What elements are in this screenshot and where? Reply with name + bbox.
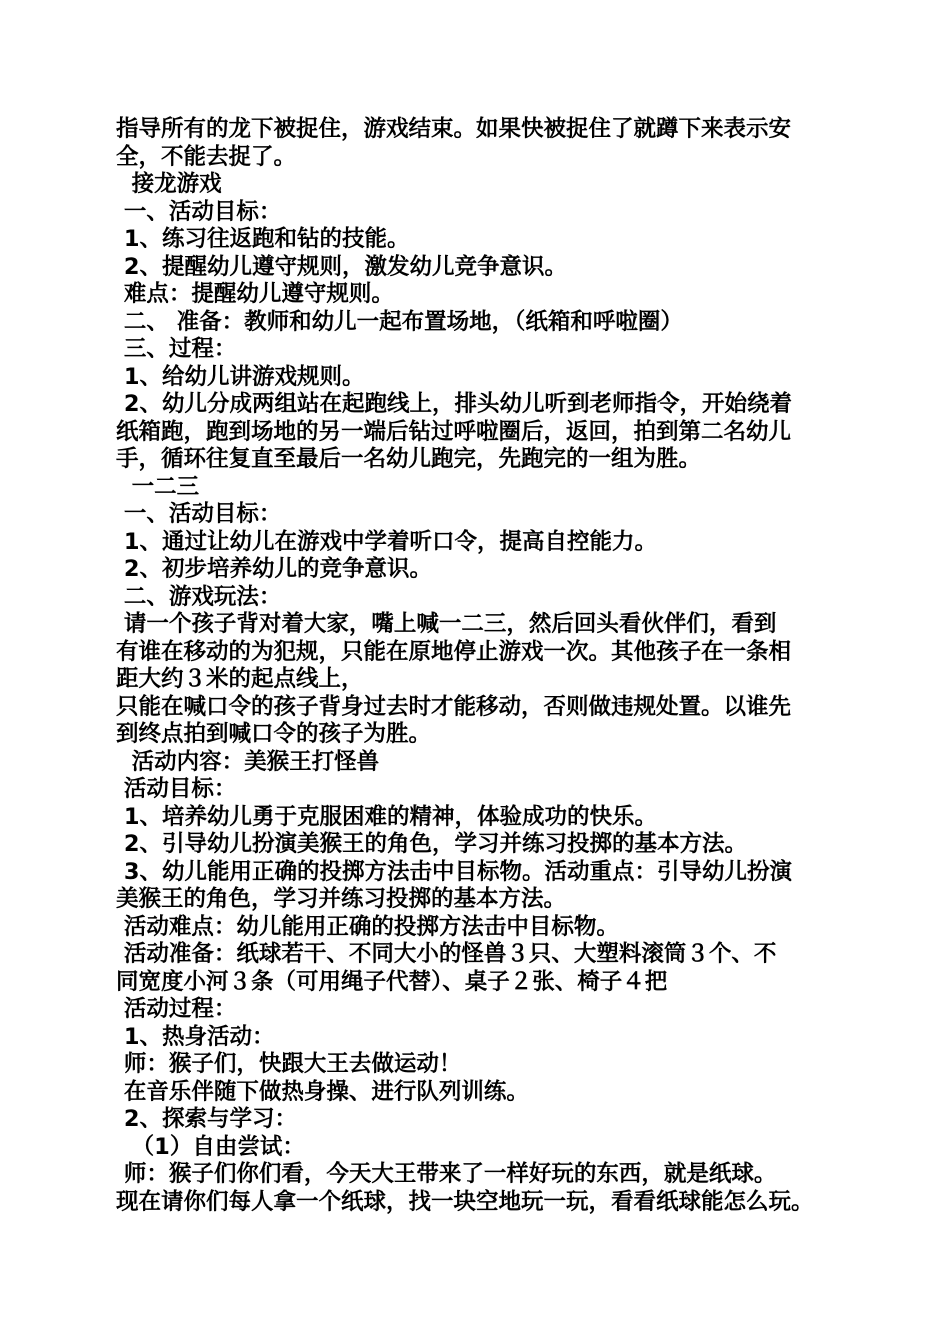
text-line: 活动过程：: [116, 996, 237, 1022]
text-line: 活动准备：纸球若干、不同大小的怪兽３只、大塑料滚筒３个、不: [116, 941, 777, 967]
text-line: 二、 准备：教师和幼儿一起布置场地，（纸箱和呼啦圈）: [116, 308, 683, 335]
text-line: 只能在喊口令的孩子背身过去时才能移动，否则做违规处置。以谁先: [116, 693, 792, 720]
text-line: 全，不能去捉了。: [116, 143, 297, 170]
text-line: 1、练习往返跑和钻的技能。: [116, 226, 410, 252]
text-line: 1、给幼儿讲游戏规则。: [116, 363, 365, 390]
text-line: 有谁在移动的为犯规，只能在原地停止游戏一次。其他孩子在一条相: [116, 638, 792, 665]
text-line: 指导所有的龙下被捉住，游戏结束。如果快被捉住了就蹲下来表示安: [116, 116, 792, 142]
text-line: 1、热身活动：: [116, 1023, 275, 1050]
text-line: 2、引导幼儿扮演美猴王的角色，学习并练习投掷的基本方法。: [116, 831, 747, 857]
section-heading: 接龙游戏: [116, 171, 222, 197]
text-line: 三、过程：: [116, 336, 237, 362]
text-line: 1、通过让幼儿在游戏中学着听口令，提高自控能力。: [116, 528, 657, 555]
text-line: 难点：提醒幼儿遵守规则。: [116, 281, 394, 307]
text-line: 距大约３米的起点线上，: [116, 666, 364, 692]
text-line: （1）自由尝试：: [116, 1133, 305, 1160]
section-heading: 活动内容：美猴王打怪兽: [116, 748, 380, 775]
text-line: 师：猴子们你们看，今天大王带来了一样好玩的东西，就是纸球。: [116, 1161, 777, 1187]
text-line: 在音乐伴随下做热身操、进行队列训练。: [116, 1078, 529, 1105]
text-line: 美猴王的角色，学习并练习投掷的基本方法。: [116, 886, 567, 912]
text-line: 2、幼儿分成两组站在起跑线上，排头幼儿听到老师指令，开始绕着: [116, 391, 792, 417]
text-line: 1、培养幼儿勇于克服困难的精神，体验成功的快乐。: [116, 803, 657, 830]
document-body: [116, 116, 856, 1216]
text-line: 二、游戏玩法：: [116, 583, 282, 610]
text-line: 请一个孩子背对着大家，嘴上喊一二三，然后回头看伙伴们，看到: [116, 611, 777, 637]
text-line: 一、活动目标：: [116, 198, 282, 225]
text-line: 2、提醒幼儿遵守规则，激发幼儿竞争意识。: [116, 253, 567, 280]
text-line: 2、初步培养幼儿的竞争意识。: [116, 556, 432, 582]
text-line: 一、活动目标：: [116, 501, 282, 527]
text-line: 手，循环往复直至最后一名幼儿跑完，先跑完的一组为胜。: [116, 446, 702, 472]
section-heading: 一二三: [116, 473, 200, 500]
text-line: 活动目标：: [116, 776, 237, 802]
text-line: 2、探索与学习：: [116, 1106, 297, 1132]
text-line: 活动难点：幼儿能用正确的投掷方法击中目标物。: [116, 913, 619, 940]
text-line: 同宽度小河３条（可用绳子代替）、桌子２张、椅子４把: [116, 968, 668, 995]
text-line: 师：猴子们，快跟大王去做运动！: [116, 1051, 462, 1077]
text-line: 纸箱跑，跑到场地的另一端后钻过呼啦圈后，返回，拍到第二名幼儿: [116, 418, 792, 445]
text-line: 3、幼儿能用正确的投掷方法击中目标物。活动重点：引导幼儿扮演: [116, 858, 792, 885]
text-line: 到终点拍到喊口令的孩子为胜。: [116, 721, 432, 747]
text-line: 现在请你们每人拿一个纸球，找一块空地玩一玩，看看纸球能怎么玩。: [116, 1188, 814, 1215]
